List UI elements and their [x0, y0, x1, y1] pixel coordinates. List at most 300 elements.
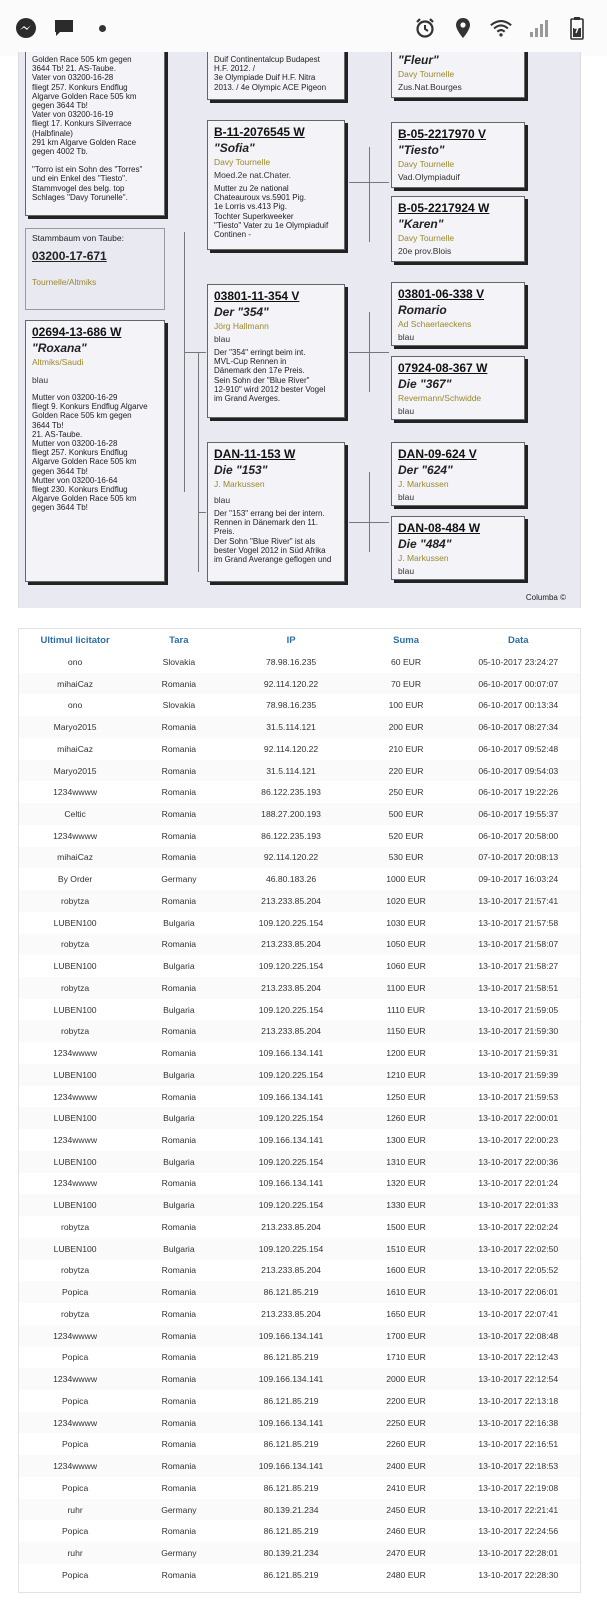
country-cell: Bulgaria: [163, 917, 195, 928]
country-cell: Romania: [161, 1569, 197, 1580]
bidder-cell: Maryo2015: [19, 760, 131, 782]
country-cell: Romania: [131, 1325, 226, 1347]
karen-card: [391, 196, 525, 262]
amount-cell: 1050 EUR: [356, 934, 457, 956]
table-row: [19, 934, 580, 956]
status-bar: [0, 0, 607, 56]
bidder-cell: Popica: [61, 1439, 89, 1450]
table-row: [19, 999, 580, 1021]
date-cell: 13-10-2017 22:24:56: [478, 1526, 559, 1537]
header-amount: Suma: [393, 634, 419, 646]
amount-cell: 2450 EUR: [356, 1499, 457, 1521]
bidder-cell: robytza: [61, 1308, 90, 1319]
ip-cell: 109.166.134.141: [258, 1135, 324, 1146]
bidder-cell: LUBEN100: [19, 1238, 131, 1260]
table-row: [19, 1281, 580, 1303]
country-cell: Romania: [131, 803, 226, 825]
tiesto-name: "Tiesto": [398, 143, 445, 157]
ip-cell: 213.233.85.204: [227, 977, 356, 999]
wifi-icon: [489, 16, 513, 40]
date-cell: 06-10-2017 09:52:48: [478, 743, 559, 754]
sire-sire-card: [207, 52, 345, 100]
country-cell: Germany: [131, 1499, 226, 1521]
romario-name: Romario: [398, 303, 447, 317]
table-row: [19, 1107, 580, 1129]
date-cell: 13-10-2017 22:05:52: [478, 1265, 559, 1276]
table-row: [19, 1260, 580, 1282]
bidder-cell: robytza: [19, 934, 131, 956]
sofia-name: "Sofia": [214, 141, 255, 155]
ip-cell: 86.121.85.219: [263, 1482, 319, 1493]
ip-cell: 86.121.85.219: [263, 1439, 319, 1450]
header-country: Tara: [169, 634, 189, 646]
bidder-cell: ono: [67, 700, 83, 711]
roxana-name: "Roxana": [32, 341, 87, 355]
table-row: [19, 1020, 580, 1042]
amount-cell: 500 EUR: [356, 803, 457, 825]
date-cell: 13-10-2017 21:59:30: [457, 1020, 580, 1042]
die153-color: blau: [214, 495, 231, 505]
bidder-cell: Maryo2015: [19, 716, 131, 738]
table-row: [19, 694, 580, 716]
country-cell: Romania: [131, 934, 226, 956]
table-row: [19, 912, 580, 934]
bidder-cell: LUBEN100: [19, 1107, 131, 1129]
date-cell: 13-10-2017 21:58:07: [457, 934, 580, 956]
ip-cell: 213.233.85.204: [227, 1020, 356, 1042]
amount-cell: 1700 EUR: [356, 1325, 457, 1347]
date-cell: 13-10-2017 22:02:24: [478, 1221, 559, 1232]
amount-cell: 200 EUR: [356, 716, 457, 738]
karen-ring: B-05-2217924 W: [398, 201, 490, 215]
table-row: [19, 1412, 580, 1434]
status-bar-left: [14, 16, 114, 40]
date-cell: 13-10-2017 21:57:58: [478, 917, 559, 928]
sire-notes: Golden Race 505 km gegen 3644 Tb! 21. AS-Taube. Vater von 03200-16-28 fliegt 257. Konkurs Endflug Algarve Golden Race 505 km gegen 3644 Tb! Vater von 03200-16-19 fliegt 17. Konkurs Silverrace (Halbfinale) 291 km Algarve Golden Race gegen 4002 Tb. "Torro ist ein Sohn des "Torres" und ein Enkel des "Tiesto". Stammvogel des belg. top Schlages "Davy Torunelle".: [32, 55, 143, 202]
date-cell: 06-10-2017 08:27:34: [457, 716, 580, 738]
columba-credit: Columba ©: [525, 593, 566, 602]
amount-cell: 2470 EUR: [356, 1542, 457, 1564]
date-cell: 13-10-2017 22:18:53: [457, 1455, 580, 1477]
country-cell: Bulgaria: [163, 961, 195, 972]
alarm-icon: [413, 16, 437, 40]
amount-cell: 2260 EUR: [386, 1439, 426, 1450]
table-row: [19, 1216, 580, 1238]
bidder-cell: Popica: [61, 1569, 89, 1580]
roxana-ring: 02694-13-686 W: [32, 325, 122, 339]
ip-cell: 80.139.21.234: [227, 1542, 356, 1564]
date-cell: 13-10-2017 21:59:31: [478, 1048, 559, 1059]
amount-cell: 2400 EUR: [356, 1455, 457, 1477]
country-cell: Bulgaria: [163, 1004, 195, 1015]
table-row: [19, 977, 580, 999]
amount-cell: 250 EUR: [388, 787, 424, 798]
country-cell: Bulgaria: [131, 1151, 226, 1173]
ip-cell: 109.120.225.154: [227, 1151, 356, 1173]
die367-breeder: Revermann/Schwidde: [398, 393, 482, 403]
die484-ring: DAN-08-484 W: [398, 521, 481, 535]
romario-color: blau: [398, 332, 415, 342]
romario-breeder: Ad Schaerlaeckens: [398, 319, 472, 329]
date-cell: 13-10-2017 22:02:50: [457, 1238, 580, 1260]
date-cell: 13-10-2017 21:59:39: [457, 1064, 580, 1086]
der354-notes: Der "354" erringt beim int. MVL-Cup Rennen in Dänemark den 17e Preis. Sein Sohn der "Blue River" 12-910" wird 2012 bester Vogel im Grand Averges.: [214, 348, 326, 403]
ip-cell: 109.166.134.141: [258, 1091, 324, 1102]
bidder-cell: ruhr: [19, 1542, 131, 1564]
ip-cell: 109.120.225.154: [258, 961, 324, 972]
bidder-cell: mihaiCaz: [57, 743, 93, 754]
ip-cell: 109.166.134.141: [258, 1178, 324, 1189]
country-cell: Romania: [131, 890, 226, 912]
ip-cell: 92.114.120.22: [263, 743, 319, 754]
country-cell: Romania: [161, 1439, 197, 1450]
amount-cell: 2200 EUR: [386, 1395, 426, 1406]
ip-cell: 109.120.225.154: [227, 1194, 356, 1216]
bidder-cell: robytza: [19, 1020, 131, 1042]
country-cell: Romania: [131, 716, 226, 738]
amount-cell: 1300 EUR: [386, 1135, 426, 1146]
amount-cell: 1600 EUR: [386, 1265, 426, 1276]
country-cell: Bulgaria: [131, 1238, 226, 1260]
amount-cell: 1110 EUR: [386, 1004, 426, 1015]
ip-cell: 109.120.225.154: [227, 1064, 356, 1086]
ip-cell: 78.98.16.235: [265, 656, 317, 667]
table-row: [19, 1542, 580, 1564]
ip-cell: 46.80.183.26: [265, 874, 317, 885]
table-row: [19, 1042, 580, 1064]
romario-card: [391, 282, 525, 346]
country-cell: Romania: [161, 1482, 197, 1493]
ip-cell: 80.139.21.234: [227, 1499, 356, 1521]
sofia-card: [207, 120, 345, 250]
date-cell: 13-10-2017 21:58:51: [457, 977, 580, 999]
date-cell: 06-10-2017 19:22:26: [478, 787, 559, 798]
amount-cell: 1020 EUR: [356, 890, 457, 912]
ip-cell: 109.120.225.154: [258, 917, 324, 928]
amount-cell: 1200 EUR: [386, 1048, 426, 1059]
amount-cell: 2460 EUR: [386, 1526, 426, 1537]
country-cell: Romania: [131, 1455, 226, 1477]
ip-cell: 213.233.85.204: [261, 1221, 321, 1232]
country-cell: Romania: [131, 760, 226, 782]
date-cell: 13-10-2017 22:16:38: [457, 1412, 580, 1434]
country-cell: Romania: [161, 1395, 197, 1406]
die153-breeder: J. Markussen: [214, 479, 265, 489]
date-cell: 05-10-2017 23:24:27: [478, 656, 559, 667]
table-row: [19, 651, 580, 673]
amount-cell: 1610 EUR: [356, 1281, 457, 1303]
die484-name: Die "484": [398, 537, 452, 551]
der624-ring: DAN-09-624 V: [398, 447, 477, 461]
die367-color: blau: [398, 406, 415, 416]
country-cell: Romania: [161, 1265, 197, 1276]
ip-cell: 109.166.134.141: [227, 1325, 356, 1347]
amount-cell: 1210 EUR: [356, 1064, 457, 1086]
date-cell: 13-10-2017 22:28:01: [457, 1542, 580, 1564]
bidder-cell: 1234wwww: [53, 830, 98, 841]
country-cell: Romania: [161, 830, 197, 841]
ip-cell: 78.98.16.235: [265, 700, 317, 711]
amount-cell: 1100 EUR: [356, 977, 457, 999]
ip-cell: 31.5.114.121: [227, 716, 356, 738]
bidder-cell: LUBEN100: [53, 1004, 97, 1015]
der354-name: Der "354": [214, 305, 269, 319]
amount-cell: 2480 EUR: [386, 1569, 426, 1580]
amount-cell: 210 EUR: [388, 743, 424, 754]
amount-cell: 220 EUR: [356, 760, 457, 782]
table-row: [19, 1325, 580, 1347]
table-row: [19, 760, 580, 782]
die367-ring: 07924-08-367 W: [398, 361, 488, 375]
bidder-cell: Popica: [61, 1395, 89, 1406]
bidder-cell: mihaiCaz: [19, 673, 131, 695]
ip-cell: 86.121.85.219: [263, 1352, 319, 1363]
der354-color: blau: [214, 334, 231, 344]
country-cell: Romania: [161, 1526, 197, 1537]
ip-cell: 86.121.85.219: [263, 1526, 319, 1537]
amount-cell: 520 EUR: [388, 830, 424, 841]
romario-ring: 03801-06-338 V: [398, 287, 485, 301]
ip-cell: 86.122.235.193: [261, 830, 321, 841]
country-cell: Romania: [161, 1048, 197, 1059]
table-row: [19, 673, 580, 695]
bidder-cell: 1234wwww: [19, 1368, 131, 1390]
country-cell: Romania: [131, 1281, 226, 1303]
country-cell: Slovakia: [162, 656, 196, 667]
karen-notes: 20e prov.Blois: [398, 246, 452, 256]
ip-cell: 86.121.85.219: [263, 1395, 319, 1406]
bidder-cell: Popica: [19, 1281, 131, 1303]
battery-icon: [565, 16, 589, 40]
sofia-breeder: Davy Tournelle: [214, 157, 271, 167]
der624-name: Der "624": [398, 463, 453, 477]
table-row: [19, 1564, 580, 1586]
amount-cell: 1310 EUR: [356, 1151, 457, 1173]
die484-card: [391, 516, 525, 580]
bidder-cell: LUBEN100: [19, 1064, 131, 1086]
date-cell: 13-10-2017 22:00:23: [478, 1135, 559, 1146]
ip-cell: 86.122.235.193: [261, 787, 321, 798]
bidder-cell: mihaiCaz: [19, 847, 131, 869]
date-cell: 13-10-2017 22:00:01: [457, 1107, 580, 1129]
messenger-icon: [14, 16, 38, 40]
location-icon: [451, 16, 475, 40]
date-cell: 06-10-2017 19:55:37: [457, 803, 580, 825]
country-cell: Romania: [131, 1020, 226, 1042]
country-cell: Slovakia: [162, 700, 196, 711]
table-row: [19, 1303, 580, 1325]
table-row: [19, 1347, 580, 1369]
pedigree-image: [18, 52, 581, 608]
table-row: [19, 847, 580, 869]
date-cell: 13-10-2017 22:00:36: [457, 1151, 580, 1173]
table-row: [19, 1151, 580, 1173]
amount-cell: 70 EUR: [356, 673, 457, 695]
amount-cell: 1330 EUR: [356, 1194, 457, 1216]
stammbaum-label: Stammbaum von Taube:: [32, 233, 124, 243]
amount-cell: 2410 EUR: [386, 1482, 426, 1493]
bidder-cell: robytza: [61, 1221, 90, 1232]
table-row: [19, 868, 580, 890]
table-row: [19, 1173, 580, 1195]
date-cell: 13-10-2017 22:12:54: [457, 1368, 580, 1390]
connector-line: [184, 352, 198, 353]
country-cell: Bulgaria: [131, 1064, 226, 1086]
date-cell: 13-10-2017 22:16:51: [478, 1439, 559, 1450]
amount-cell: 2000 EUR: [356, 1368, 457, 1390]
ip-cell: 109.166.134.141: [227, 1368, 356, 1390]
die153-notes: Der "153" errang bei der intern. Rennen in Dänemark den 11. Preis. Der Sohn "Blue River" ist als bester Vogel 2012 in Süd Afrika im Grand Averange geflogen und: [214, 509, 332, 564]
country-cell: Romania: [131, 1412, 226, 1434]
country-cell: Romania: [161, 1091, 197, 1102]
ip-cell: 109.166.134.141: [227, 1455, 356, 1477]
country-cell: Bulgaria: [131, 1194, 226, 1216]
bidder-cell: LUBEN100: [53, 917, 97, 928]
ip-cell: 92.114.120.22: [227, 673, 356, 695]
sofia-notes: Mutter zu 2e national Chateauroux vs.5901 Pig. 1e Lorris vs.413 Pig. Tochter Superkweeker "Tiesto" Vater zu 1e Olympiaduif Continen -: [214, 184, 329, 239]
amount-cell: 1320 EUR: [386, 1178, 426, 1189]
ip-cell: 109.120.225.154: [258, 1004, 324, 1015]
roxana-notes: Mutter von 03200-16-29 fliegt 9. Konkurs Endflug Algarve Golden Race 505 km gegen 3644 Tb! 21. AS-Taube. Mutter von 03200-16-28 fliegt 257. Konkurs Endflug Algarve Golden Race 505 km gegen 3644 Tb! Mutter von 03200-16-64 fliegt 230. Konkurs Endflug Algarve Golden Race 505 km gegen 3644 Tb!: [32, 393, 148, 513]
date-cell: 13-10-2017 21:57:41: [457, 890, 580, 912]
bidder-cell: robytza: [61, 1265, 90, 1276]
date-cell: 13-10-2017 22:28:30: [478, 1569, 559, 1580]
bidder-cell: 1234wwww: [53, 787, 98, 798]
table-row: [19, 1086, 580, 1108]
amount-cell: 1030 EUR: [386, 917, 426, 928]
bidder-cell: 1234wwww: [53, 1135, 98, 1146]
connector-line: [198, 352, 199, 572]
connector-line: [184, 232, 185, 492]
date-cell: 13-10-2017 21:59:05: [478, 1004, 559, 1015]
status-bar-right: [413, 16, 589, 40]
stammbaum-box: [25, 228, 165, 310]
signal-icon: [527, 16, 551, 40]
amount-cell: 1250 EUR: [386, 1091, 426, 1102]
country-cell: Germany: [161, 874, 197, 885]
bidder-cell: robytza: [19, 977, 131, 999]
fleur-name: "Fleur": [398, 53, 439, 67]
connector-line: [198, 512, 206, 513]
date-cell: 06-10-2017 00:07:07: [457, 673, 580, 695]
amount-cell: 1000 EUR: [386, 874, 426, 885]
date-cell: 13-10-2017 22:19:08: [478, 1482, 559, 1493]
roxana-breeder: Altmiks/Saudi: [32, 357, 84, 367]
table-row: [19, 1499, 580, 1521]
header-last-bidder: Ultimul licitator: [40, 634, 110, 646]
header-date: Data: [507, 634, 529, 646]
bidder-cell: 1234wwww: [19, 1325, 131, 1347]
amount-cell: 1650 EUR: [386, 1308, 426, 1319]
der354-card: [207, 284, 345, 418]
tiesto-ring: B-05-2217970 V: [398, 127, 487, 141]
bidder-cell: ruhr: [19, 1499, 131, 1521]
country-cell: Romania: [131, 1368, 226, 1390]
table-row: [19, 1129, 580, 1151]
connector-line: [369, 147, 370, 242]
bidder-cell: robytza: [19, 890, 131, 912]
country-cell: Germany: [131, 1542, 226, 1564]
bid-history-table: [18, 628, 581, 1593]
sire-sire-notes: Duif Continentalcup Budapest H.F. 2012. / 3e Olympiade Duif H.F. Nitra 2013. / 4e Olympic ACE Pigeon: [214, 55, 327, 92]
date-cell: 13-10-2017 22:12:43: [478, 1352, 559, 1363]
sofia-ring: B-11-2076545 W: [214, 125, 305, 139]
table-row: [19, 1477, 580, 1499]
table-header-row: [19, 629, 580, 651]
date-cell: 06-10-2017 20:58:00: [478, 830, 559, 841]
der354-breeder: Jörg Hallmann: [214, 321, 269, 331]
sofia-color: Moed.2e nat.Chater.: [214, 170, 292, 180]
fleur-breeder: Davy Tournelle: [398, 69, 455, 79]
bid-table: [19, 629, 580, 1586]
country-cell: Bulgaria: [131, 1107, 226, 1129]
der624-breeder: J. Markussen: [398, 479, 449, 489]
country-cell: Romania: [131, 847, 226, 869]
fleur-card: [391, 52, 525, 98]
tiesto-breeder: Davy Tournelle: [398, 159, 455, 169]
bidder-cell: LUBEN100: [53, 961, 97, 972]
date-cell: 07-10-2017 20:08:13: [457, 847, 580, 869]
ip-cell: 213.233.85.204: [227, 890, 356, 912]
amount-cell: 2250 EUR: [356, 1412, 457, 1434]
amount-cell: 1710 EUR: [386, 1352, 426, 1363]
bid-rows: [19, 651, 580, 1586]
bidder-cell: ono: [67, 656, 83, 667]
die153-ring: DAN-11-153 W: [214, 447, 296, 461]
table-row: [19, 825, 580, 847]
connector-line: [198, 352, 206, 353]
table-row: [19, 1368, 580, 1390]
der624-card: [391, 442, 525, 506]
ip-cell: 31.5.114.121: [227, 760, 356, 782]
stammbaum-breeder: Tournelle/Altmiks: [32, 277, 97, 287]
table-row: [19, 1064, 580, 1086]
bidder-cell: 1234wwww: [53, 1091, 98, 1102]
date-cell: 13-10-2017 22:08:48: [457, 1325, 580, 1347]
table-row: [19, 1455, 580, 1477]
die153-name: Die "153": [214, 463, 268, 477]
ip-cell: 213.233.85.204: [227, 934, 356, 956]
bidder-cell: LUBEN100: [19, 1194, 131, 1216]
die367-card: [391, 356, 525, 420]
fleur-notes: Zus.Nat.Bourges: [398, 82, 462, 92]
die367-name: Die "367": [398, 377, 452, 391]
date-cell: 09-10-2017 16:03:24: [478, 874, 559, 885]
tiesto-notes: Vad.Olympiaduif: [398, 172, 460, 182]
ip-cell: 109.120.225.154: [227, 1238, 356, 1260]
table-row: [19, 1194, 580, 1216]
ip-cell: 213.233.85.204: [261, 1308, 321, 1319]
ip-cell: 109.166.134.141: [227, 1412, 356, 1434]
amount-cell: 1260 EUR: [356, 1107, 457, 1129]
chat-icon: [52, 16, 76, 40]
table-row: [19, 1433, 580, 1455]
date-cell: 13-10-2017 22:06:01: [457, 1281, 580, 1303]
table-row: [19, 738, 580, 760]
date-cell: 13-10-2017 22:07:41: [478, 1308, 559, 1319]
amount-cell: 1500 EUR: [386, 1221, 426, 1232]
amount-cell: 1150 EUR: [356, 1020, 457, 1042]
ip-cell: 213.233.85.204: [261, 1265, 321, 1276]
country-cell: Romania: [161, 1308, 197, 1319]
amount-cell: 100 EUR: [388, 700, 424, 711]
date-cell: 06-10-2017 00:13:34: [478, 700, 559, 711]
roxana-card: [25, 320, 165, 582]
country-cell: Romania: [131, 977, 226, 999]
country-cell: Romania: [161, 1135, 197, 1146]
die484-color: blau: [398, 566, 415, 576]
connector-line: [369, 472, 370, 552]
